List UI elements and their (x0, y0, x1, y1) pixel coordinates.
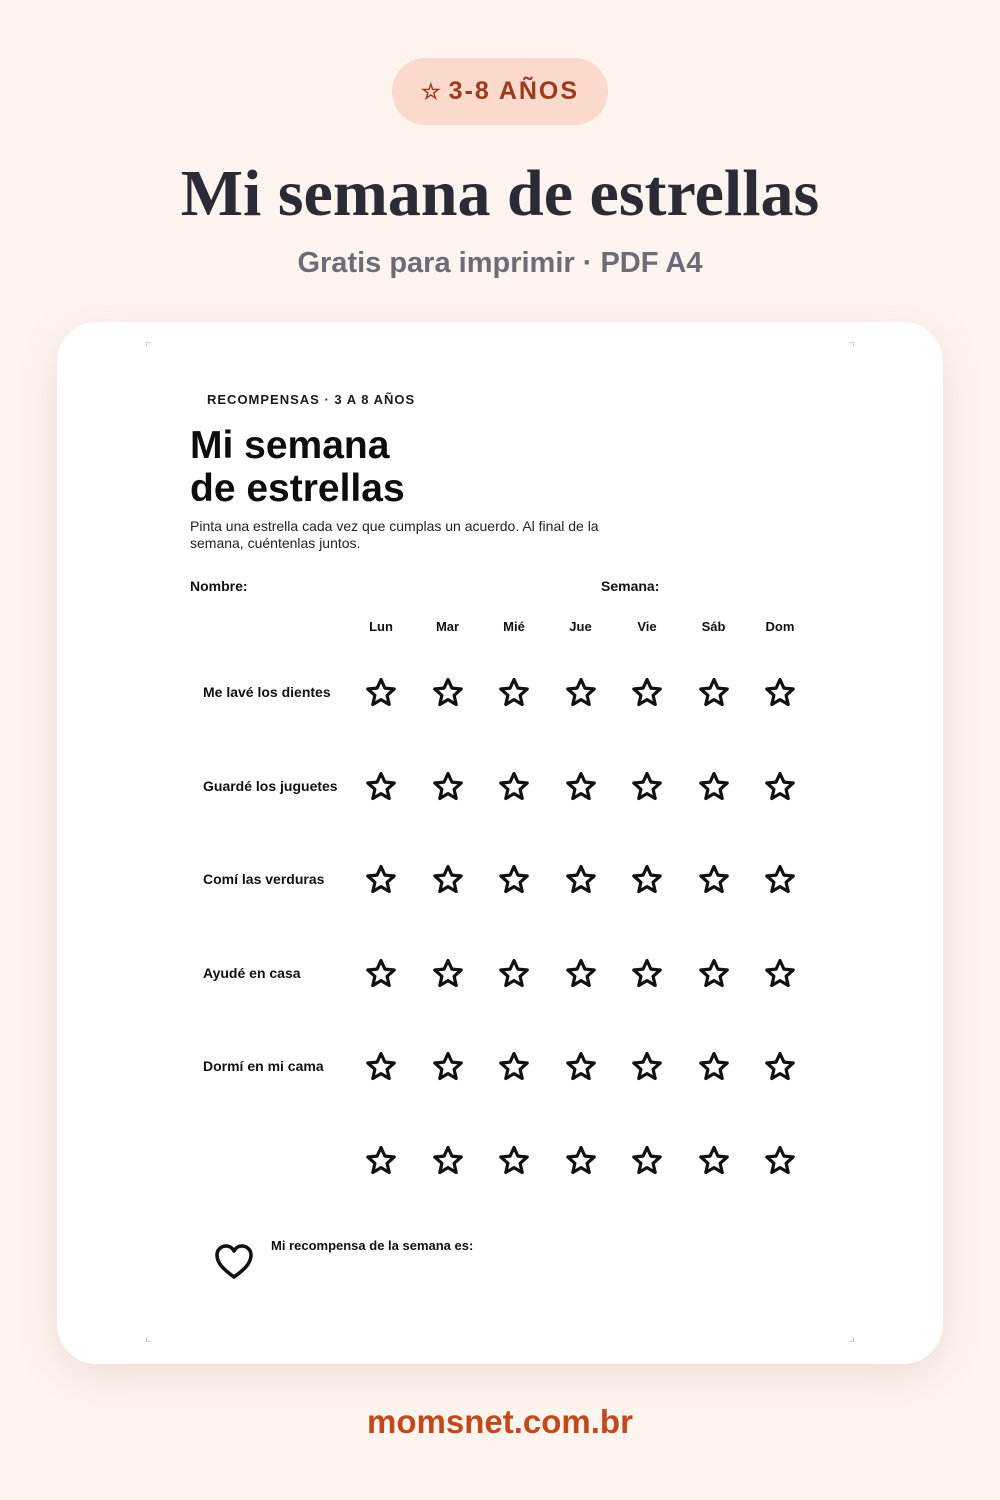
star-outline-icon[interactable] (696, 768, 732, 804)
star-outline-icon[interactable] (762, 674, 798, 710)
star-outline-icon[interactable] (496, 674, 532, 710)
star-outline-icon[interactable] (363, 1048, 399, 1084)
star-outline-icon[interactable] (496, 1048, 532, 1084)
star-outline-icon[interactable] (563, 1048, 599, 1084)
star-outline-icon[interactable] (496, 955, 532, 991)
sheet-title (190, 424, 590, 510)
day-header: Jue (569, 619, 592, 634)
star-outline-icon[interactable] (563, 1142, 599, 1178)
star-outline-icon[interactable] (629, 955, 665, 991)
star-outline-icon[interactable] (363, 674, 399, 710)
sheet-instructions: Pinta una estrella cada vez que cumplas un acuerdo. Al final de la semana, cuéntenlas juntos. (190, 518, 599, 551)
star-outline-icon[interactable] (696, 1142, 732, 1178)
crop-mark (146, 1337, 151, 1342)
star-outline-icon[interactable] (762, 861, 798, 897)
day-header: Sáb (701, 619, 726, 634)
task-label: Guardé los juguetes (203, 777, 338, 794)
star-outline-icon[interactable] (363, 1142, 399, 1178)
star-outline-icon[interactable] (563, 955, 599, 991)
day-header: Lun (369, 619, 393, 634)
day-header: Mar (435, 619, 460, 634)
crop-mark (146, 342, 151, 347)
star-outline-icon[interactable] (696, 1048, 732, 1084)
star-outline-icon[interactable] (696, 955, 732, 991)
page-title: Mi semana de estrellas (180, 157, 820, 230)
star-outline-icon[interactable] (629, 768, 665, 804)
star-outline-icon: ☆ (420, 78, 441, 104)
star-outline-icon[interactable] (496, 768, 532, 804)
day-header: Vie (637, 619, 657, 634)
star-outline-icon[interactable] (762, 1142, 798, 1178)
star-outline-icon[interactable] (563, 674, 599, 710)
sheet-title-line-1: Mi semana (190, 424, 390, 467)
star-outline-icon[interactable] (363, 768, 399, 804)
star-outline-icon[interactable] (496, 861, 532, 897)
star-outline-icon[interactable] (629, 1142, 665, 1178)
star-outline-icon[interactable] (696, 674, 732, 710)
star-outline-icon[interactable] (430, 1048, 466, 1084)
star-outline-icon[interactable] (563, 768, 599, 804)
preview-card (57, 322, 943, 1364)
footer-site[interactable]: momsnet.com.br (367, 1403, 633, 1440)
star-outline-icon[interactable] (363, 955, 399, 991)
sheet-eyebrow: RECOMPENSAS · 3 A 8 AÑOS (207, 392, 416, 407)
star-outline-icon[interactable] (430, 1142, 466, 1178)
star-outline-icon[interactable] (629, 674, 665, 710)
crop-mark (849, 1337, 854, 1342)
star-outline-icon[interactable] (496, 1142, 532, 1178)
age-badge (392, 58, 608, 125)
star-outline-icon[interactable] (430, 861, 466, 897)
star-outline-icon[interactable] (629, 861, 665, 897)
printable-sheet (146, 342, 854, 1342)
page-subtitle: Gratis para imprimir · PDF A4 (297, 247, 703, 279)
star-outline-icon[interactable] (430, 955, 466, 991)
task-label: Comí las verduras (203, 871, 325, 888)
star-outline-icon[interactable] (762, 955, 798, 991)
reward-label: Mi recompensa de la semana es: (271, 1238, 474, 1253)
star-outline-icon[interactable] (762, 768, 798, 804)
star-outline-icon[interactable] (696, 861, 732, 897)
star-outline-icon[interactable] (762, 1048, 798, 1084)
star-outline-icon[interactable] (363, 861, 399, 897)
age-badge-label: 3-8 AÑOS (448, 77, 580, 105)
star-outline-icon[interactable] (629, 1048, 665, 1084)
star-outline-icon[interactable] (563, 861, 599, 897)
task-label: Dormí en mi cama (203, 1058, 324, 1075)
crop-mark (849, 342, 854, 347)
day-header: Dom (765, 619, 795, 634)
name-field-label: Nombre: (190, 578, 248, 594)
task-label: Ayudé en casa (203, 964, 301, 981)
week-field-label: Semana: (601, 578, 660, 594)
sheet-title-line-2: de estrellas (190, 467, 405, 510)
star-outline-icon[interactable] (430, 674, 466, 710)
task-label: Me lavé los dientes (203, 684, 331, 700)
star-outline-icon[interactable] (430, 768, 466, 804)
heart-outline-icon (213, 1242, 255, 1282)
day-header: Mié (503, 619, 525, 634)
